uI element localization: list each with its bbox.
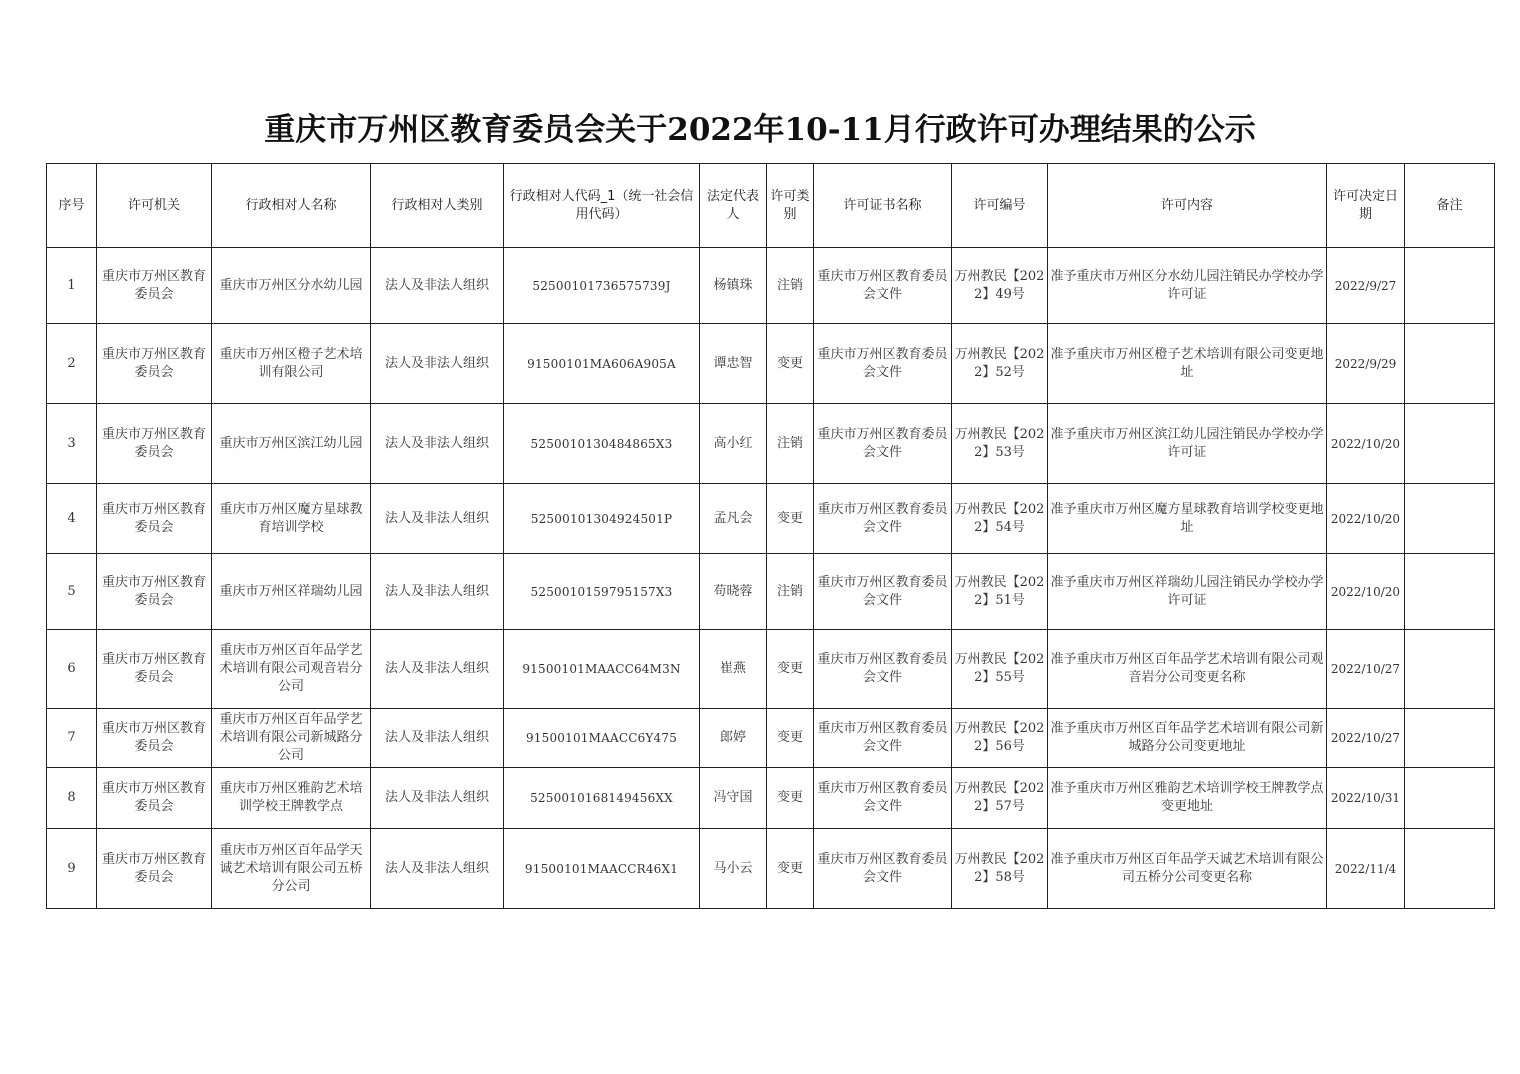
- header-decision-date: 许可决定日期: [1327, 164, 1405, 248]
- cell-party-type: 法人及非法人组织: [371, 709, 504, 768]
- table-row: [47, 630, 1495, 709]
- cell-seq: 2: [47, 324, 97, 404]
- table-row: [47, 324, 1495, 404]
- cell-remark: [1405, 829, 1495, 909]
- cell-decision-date: 2022/10/27: [1327, 709, 1405, 768]
- cell-party-name: 重庆市万州区雅韵艺术培训学校王牌教学点: [212, 768, 371, 829]
- cell-permit-no: 万州教民【2022】56号: [952, 709, 1048, 768]
- cell-legal-rep: 苟晓蓉: [700, 554, 767, 630]
- cell-party-code: 91500101MAACCR46X1: [504, 829, 700, 909]
- cell-remark: [1405, 630, 1495, 709]
- cell-content: 准予重庆市万州区祥瑞幼儿园注销民办学校办学许可证: [1048, 554, 1327, 630]
- cell-decision-date: 2022/10/20: [1327, 484, 1405, 554]
- cell-cert-name: 重庆市万州区教育委员会文件: [814, 404, 952, 484]
- cell-cert-name: 重庆市万州区教育委员会文件: [814, 248, 952, 324]
- cell-cert-name: 重庆市万州区教育委员会文件: [814, 709, 952, 768]
- cell-remark: [1405, 554, 1495, 630]
- cell-seq: 3: [47, 404, 97, 484]
- cell-permit-type: 变更: [767, 484, 814, 554]
- cell-authority: 重庆市万州区教育委员会: [97, 768, 212, 829]
- cell-permit-no: 万州教民【2022】57号: [952, 768, 1048, 829]
- cell-permit-type: 变更: [767, 630, 814, 709]
- cell-permit-type: 变更: [767, 768, 814, 829]
- cell-party-name: 重庆市万州区百年品学天诚艺术培训有限公司五桥分公司: [212, 829, 371, 909]
- cell-party-code: 91500101MAACC6Y475: [504, 709, 700, 768]
- cell-permit-type: 注销: [767, 404, 814, 484]
- cell-party-code: 91500101MAACC64M3N: [504, 630, 700, 709]
- table-row: [47, 829, 1495, 909]
- cell-decision-date: 2022/10/27: [1327, 630, 1405, 709]
- cell-authority: 重庆市万州区教育委员会: [97, 324, 212, 404]
- header-party-type: 行政相对人类别: [371, 164, 504, 248]
- cell-authority: 重庆市万州区教育委员会: [97, 630, 212, 709]
- table-row: [47, 554, 1495, 630]
- cell-seq: 9: [47, 829, 97, 909]
- cell-party-type: 法人及非法人组织: [371, 829, 504, 909]
- cell-content: 准予重庆市万州区百年品学艺术培训有限公司新城路分公司变更地址: [1048, 709, 1327, 768]
- cell-party-code: 52500101304924501P: [504, 484, 700, 554]
- header-row: [47, 164, 1495, 248]
- cell-party-type: 法人及非法人组织: [371, 630, 504, 709]
- cell-remark: [1405, 404, 1495, 484]
- cell-legal-rep: 冯守国: [700, 768, 767, 829]
- header-remark: 备注: [1405, 164, 1495, 248]
- cell-decision-date: 2022/10/20: [1327, 554, 1405, 630]
- cell-party-type: 法人及非法人组织: [371, 248, 504, 324]
- cell-authority: 重庆市万州区教育委员会: [97, 248, 212, 324]
- header-legal-rep: 法定代表人: [700, 164, 767, 248]
- cell-permit-type: 变更: [767, 709, 814, 768]
- cell-legal-rep: 崔燕: [700, 630, 767, 709]
- cell-permit-no: 万州教民【2022】53号: [952, 404, 1048, 484]
- cell-party-code: 52500101736575739J: [504, 248, 700, 324]
- cell-decision-date: 2022/10/31: [1327, 768, 1405, 829]
- cell-seq: 6: [47, 630, 97, 709]
- cell-seq: 4: [47, 484, 97, 554]
- cell-content: 准予重庆市万州区分水幼儿园注销民办学校办学许可证: [1048, 248, 1327, 324]
- cell-permit-no: 万州教民【2022】55号: [952, 630, 1048, 709]
- cell-decision-date: 2022/11/4: [1327, 829, 1405, 909]
- cell-permit-no: 万州教民【2022】54号: [952, 484, 1048, 554]
- cell-seq: 7: [47, 709, 97, 768]
- cell-content: 准予重庆市万州区百年品学天诚艺术培训有限公司五桥分公司变更名称: [1048, 829, 1327, 909]
- cell-legal-rep: 杨镇珠: [700, 248, 767, 324]
- cell-legal-rep: 谭忠智: [700, 324, 767, 404]
- cell-decision-date: 2022/9/27: [1327, 248, 1405, 324]
- cell-content: 准予重庆市万州区橙子艺术培训有限公司变更地址: [1048, 324, 1327, 404]
- cell-party-code: 5250010168149456XX: [504, 768, 700, 829]
- table-row: [47, 404, 1495, 484]
- cell-authority: 重庆市万州区教育委员会: [97, 829, 212, 909]
- cell-party-type: 法人及非法人组织: [371, 768, 504, 829]
- cell-party-code: 91500101MA606A905A: [504, 324, 700, 404]
- cell-permit-no: 万州教民【2022】52号: [952, 324, 1048, 404]
- cell-permit-no: 万州教民【2022】51号: [952, 554, 1048, 630]
- cell-legal-rep: 郎婷: [700, 709, 767, 768]
- header-content: 许可内容: [1048, 164, 1327, 248]
- table-row: [47, 709, 1495, 768]
- cell-party-name: 重庆市万州区橙子艺术培训有限公司: [212, 324, 371, 404]
- cell-content: 准予重庆市万州区百年品学艺术培训有限公司观音岩分公司变更名称: [1048, 630, 1327, 709]
- cell-party-type: 法人及非法人组织: [371, 484, 504, 554]
- cell-remark: [1405, 768, 1495, 829]
- cell-party-name: 重庆市万州区滨江幼儿园: [212, 404, 371, 484]
- cell-permit-type: 注销: [767, 248, 814, 324]
- cell-cert-name: 重庆市万州区教育委员会文件: [814, 484, 952, 554]
- cell-permit-no: 万州教民【2022】58号: [952, 829, 1048, 909]
- cell-legal-rep: 高小红: [700, 404, 767, 484]
- cell-party-name: 重庆市万州区百年品学艺术培训有限公司观音岩分公司: [212, 630, 371, 709]
- cell-remark: [1405, 484, 1495, 554]
- cell-party-name: 重庆市万州区分水幼儿园: [212, 248, 371, 324]
- page-title: 重庆市万州区教育委员会关于2022年10-11月行政许可办理结果的公示: [264, 112, 1256, 148]
- cell-party-name: 重庆市万州区魔方星球教育培训学校: [212, 484, 371, 554]
- cell-authority: 重庆市万州区教育委员会: [97, 484, 212, 554]
- cell-cert-name: 重庆市万州区教育委员会文件: [814, 324, 952, 404]
- cell-remark: [1405, 709, 1495, 768]
- cell-party-code: 5250010159795157X3: [504, 554, 700, 630]
- table-row: [47, 248, 1495, 324]
- cell-cert-name: 重庆市万州区教育委员会文件: [814, 829, 952, 909]
- table-row: [47, 484, 1495, 554]
- cell-authority: 重庆市万州区教育委员会: [97, 554, 212, 630]
- cell-decision-date: 2022/10/20: [1327, 404, 1405, 484]
- cell-permit-type: 注销: [767, 554, 814, 630]
- cell-decision-date: 2022/9/29: [1327, 324, 1405, 404]
- header-permit-type: 许可类别: [767, 164, 814, 248]
- cell-cert-name: 重庆市万州区教育委员会文件: [814, 630, 952, 709]
- cell-authority: 重庆市万州区教育委员会: [97, 404, 212, 484]
- header-authority: 许可机关: [97, 164, 212, 248]
- cell-permit-type: 变更: [767, 829, 814, 909]
- cell-seq: 5: [47, 554, 97, 630]
- cell-party-name: 重庆市万州区祥瑞幼儿园: [212, 554, 371, 630]
- cell-content: 准予重庆市万州区魔方星球教育培训学校变更地址: [1048, 484, 1327, 554]
- cell-legal-rep: 孟凡会: [700, 484, 767, 554]
- cell-permit-no: 万州教民【2022】49号: [952, 248, 1048, 324]
- cell-permit-type: 变更: [767, 324, 814, 404]
- header-party-code: 行政相对人代码_1（统一社会信用代码）: [504, 164, 700, 248]
- cell-remark: [1405, 324, 1495, 404]
- cell-party-type: 法人及非法人组织: [371, 554, 504, 630]
- cell-content: 准予重庆市万州区滨江幼儿园注销民办学校办学许可证: [1048, 404, 1327, 484]
- cell-content: 准予重庆市万州区雅韵艺术培训学校王牌教学点变更地址: [1048, 768, 1327, 829]
- cell-party-type: 法人及非法人组织: [371, 404, 504, 484]
- cell-cert-name: 重庆市万州区教育委员会文件: [814, 768, 952, 829]
- cell-authority: 重庆市万州区教育委员会: [97, 709, 212, 768]
- cell-party-type: 法人及非法人组织: [371, 324, 504, 404]
- cell-party-name: 重庆市万州区百年品学艺术培训有限公司新城路分公司: [212, 709, 371, 768]
- table-row: [47, 768, 1495, 829]
- cell-seq: 8: [47, 768, 97, 829]
- header-party-name: 行政相对人名称: [212, 164, 371, 248]
- header-permit-no: 许可编号: [952, 164, 1048, 248]
- header-cert-name: 许可证书名称: [814, 164, 952, 248]
- header-seq: 序号: [47, 164, 97, 248]
- cell-legal-rep: 马小云: [700, 829, 767, 909]
- cell-party-code: 5250010130484865X3: [504, 404, 700, 484]
- cell-remark: [1405, 248, 1495, 324]
- cell-cert-name: 重庆市万州区教育委员会文件: [814, 554, 952, 630]
- permit-results-table: [46, 163, 1495, 909]
- cell-seq: 1: [47, 248, 97, 324]
